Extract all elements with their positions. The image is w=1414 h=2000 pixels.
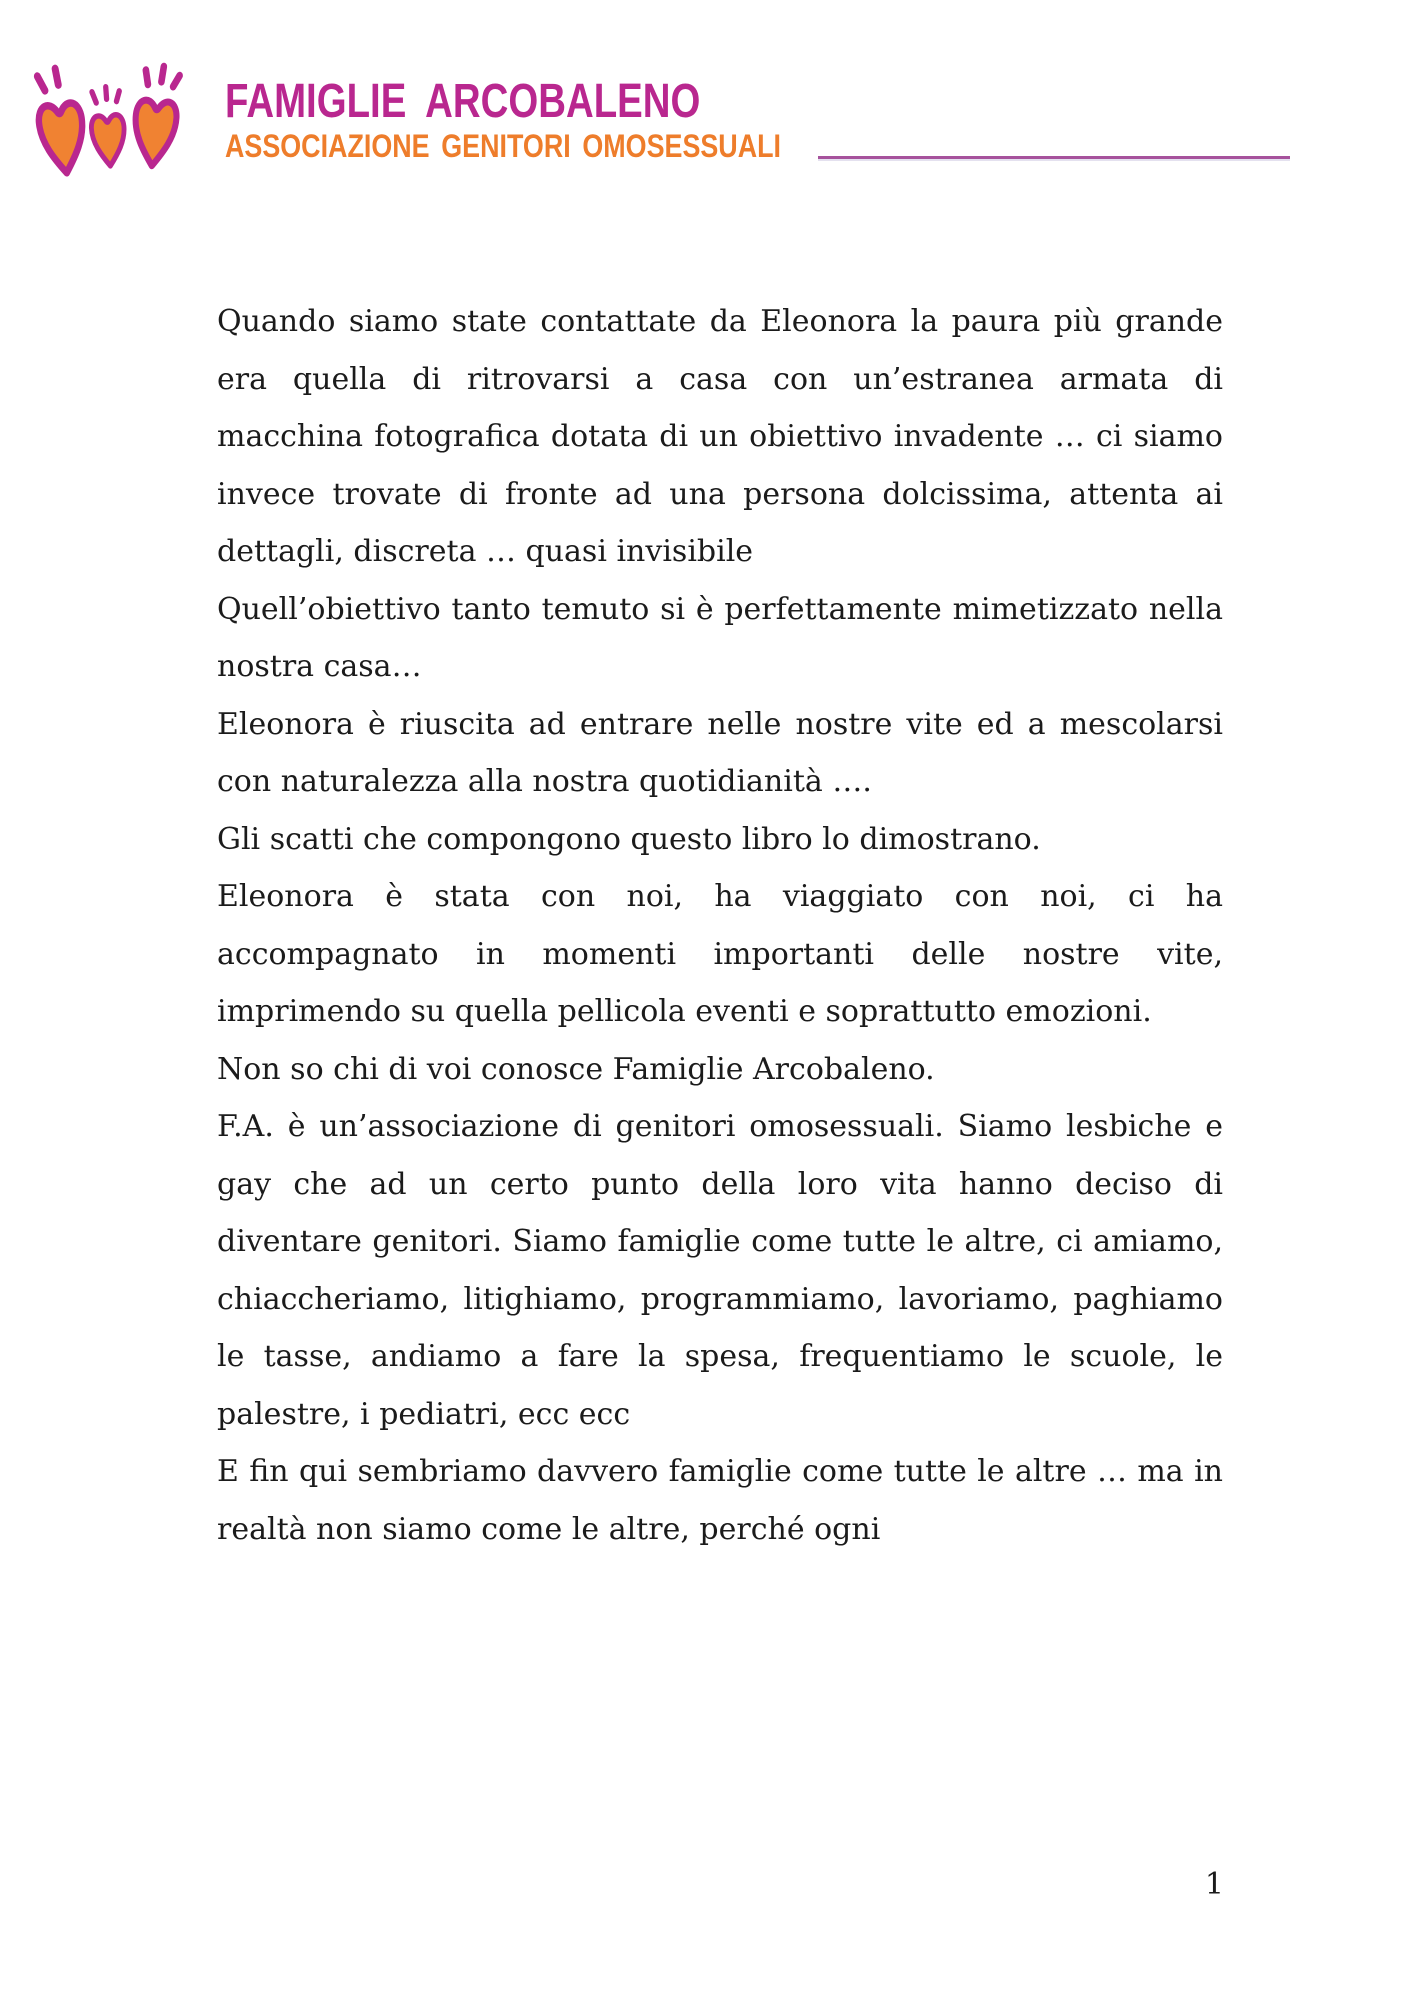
- paragraph: Quando siamo state contattate da Eleonora la paura più grande era quella di ritrovarsi a casa con un’estranea armata di macchina fotografica dotata di un obiettivo invadente … ci siamo invece trovate di fronte ad una persona dolcissima, attenta ai dettagli, discreta … quasi invisibile: [217, 304, 1223, 569]
- three-hearts-logo-icon: [28, 48, 194, 190]
- paragraph: E fin qui sembriamo davvero famiglie come tutte le altre … ma in realtà non siamo come le altre, perché ogni: [217, 1454, 1223, 1547]
- paragraph: Gli scatti che compongono questo libro lo dimostrano.: [217, 821, 1041, 857]
- body-text: [217, 293, 1223, 1558]
- paragraph: Eleonora è stata con noi, ha viaggiato con noi, ci ha accompagnato in momenti importanti delle nostre vite, imprimendo su quella pellicola eventi e soprattutto emozioni.: [217, 879, 1223, 1029]
- paragraph: Quell’obiettivo tanto temuto si è perfettamente mimetizzato nella nostra casa…: [217, 591, 1223, 684]
- paragraph: Non so chi di voi conosce Famiglie Arcobaleno.: [217, 1051, 935, 1087]
- page-number: 1: [1204, 1867, 1224, 1902]
- org-title: FAMIGLIE ARCOBALENO: [225, 75, 701, 128]
- org-subtitle: ASSOCIAZIONE GENITORI OMOSESSUALI: [225, 128, 782, 164]
- paragraph: F.A. è un’associazione di genitori omosessuali. Siamo lesbiche e gay che ad un certo punto della loro vita hanno deciso di diventare genitori. Siamo famiglie come tutte le altre, ci amiamo, chiaccheriamo, litighiamo, programmiamo, lavoriamo, paghiamo le tasse, andiamo a fare la spesa, frequentiamo le scuole, le palestre, i pediatri, ecc ecc: [217, 1109, 1223, 1432]
- paragraph: Eleonora è riuscita ad entrare nelle nostre vite ed a mescolarsi con naturalezza alla nostra quotidianità ….: [217, 706, 1223, 799]
- letterhead-rule: [818, 156, 1290, 159]
